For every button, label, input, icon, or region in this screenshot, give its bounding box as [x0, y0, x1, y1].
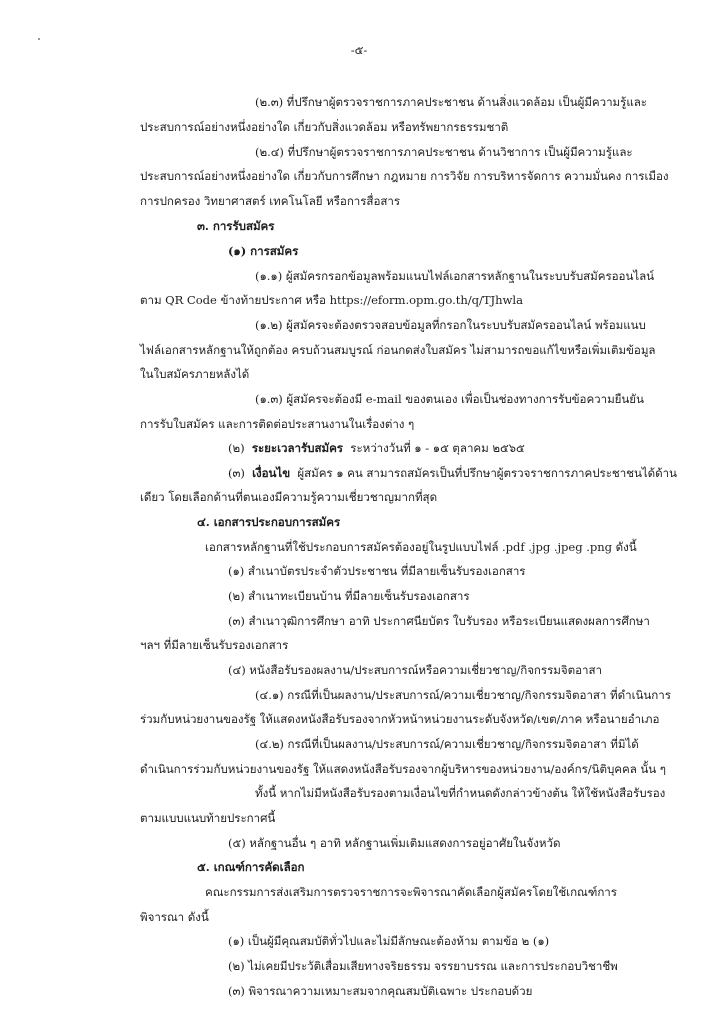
doc-item-4-1-line1: (๔.๑) กรณีที่เป็นผลงาน/ประสบการณ์/ความเชี่ยวชาญ/กิจกรรมจิตอาสา ที่ดำเนินการ: [255, 688, 671, 702]
section-3-3-text: ผู้สมัคร ๑ คน สามารถสมัครเป็นที่ปรึกษาผู้ตรวจราชการภาคประชาชนได้ด้าน: [297, 466, 677, 480]
section-3-3-label: (๓): [228, 466, 245, 480]
section-3-2-label: (๒): [228, 441, 245, 455]
section-3-heading: ๓. การรับสมัคร: [197, 219, 275, 233]
section-5-heading: ๕. เกณฑ์การคัดเลือก: [197, 860, 305, 874]
section-4-intro: เอกสารหลักฐานที่ใช้ประกอบการสมัครต้องอยู่ในรูปแบบไฟล์ .pdf .jpg .jpeg .png ดังนี้: [205, 540, 637, 554]
item-2-4-line1: (๒.๔) ที่ปรึกษาผู้ตรวจราชการภาคประชาชน ด้านวิชาการ เป็นผู้มีความรู้และ: [255, 145, 633, 159]
section-4-heading: ๔. เอกสารประกอบการสมัคร: [197, 515, 341, 529]
section-3-3-title: เงื่อนไข: [252, 466, 291, 480]
doc-note-line1: ทั้งนี้ หากไม่มีหนังสือรับรองตามเงื่อนไขที่กำหนดดังกล่าวข้างต้น ให้ใช้หนังสือรับรอง: [255, 786, 666, 800]
section-3-2: [228, 441, 525, 456]
criteria-1: (๑) เป็นผู้มีคุณสมบัติทั่วไปและไม่มีลักษณะต้องห้าม ตามข้อ ๒ (๑): [228, 934, 550, 948]
doc-item-2: (๒) สำเนาทะเบียนบ้าน ที่มีลายเซ็นรับรองเอกสาร: [228, 589, 470, 603]
section-3-1-heading: (๑) การสมัคร: [228, 244, 299, 258]
page-number: -๕-: [350, 43, 368, 57]
doc-item-4-2-line1: (๔.๒) กรณีที่เป็นผลงาน/ประสบการณ์/ความเชี่ยวชาญ/กิจกรรมจิตอาสา ที่มิได้: [255, 737, 639, 751]
doc-item-3-line2: ฯลฯ ที่มีลายเซ็นรับรองเอกสาร: [140, 638, 289, 652]
item-2-4-line2: ประสบการณ์อย่างหนึ่งอย่างใด เกี่ยวกับการศึกษา กฎหมาย การวิจัย การบริหารจัดการ ความมั่นคง การเมือง: [140, 169, 669, 183]
section-3-2-title: ระยะเวลารับสมัคร: [251, 441, 343, 455]
criteria-3: (๓) พิจารณาความเหมาะสมจากคุณสมบัติเฉพาะ ประกอบด้วย: [228, 984, 533, 998]
section-3-2-text: ระหว่างวันที่ ๑ - ๑๕ ตุลาคม ๒๕๖๕: [350, 441, 525, 455]
item-1-3-line2: การรับใบสมัคร และการติดต่อประสานงานในเรื่องต่าง ๆ: [140, 417, 415, 431]
doc-item-1: (๑) สำเนาบัตรประจำตัวประชาชน ที่มีลายเซ็นรับรองเอกสาร: [228, 564, 526, 578]
criteria-2: (๒) ไม่เคยมีประวัติเสื่อมเสียทางจริยธรรม จรรยาบรรณ และการประกอบวิชาชีพ: [228, 959, 618, 973]
item-2-4-line3: การปกครอง วิทยาศาสตร์ เทคโนโลยี หรือการสื่อสาร: [140, 194, 401, 208]
item-1-1-line2: ตาม QR Code ข้างท้ายประกาศ หรือ https://eform.opm.go.th/q/TJhwla: [140, 293, 523, 307]
doc-note-line2: ตามแบบแนบท้ายประกาศนี้: [140, 811, 276, 825]
section-5-intro-line2: พิจารณา ดังนี้: [140, 910, 209, 924]
item-1-2-line2: ไฟล์เอกสารหลักฐานให้ถูกต้อง ครบถ้วนสมบูรณ์ ก่อนกดส่งใบสมัคร ไม่สามารถขอแก้ไขหรือเพิ่มเติมข้อมูล: [140, 343, 656, 357]
item-2-3-line1: (๒.๓) ที่ปรึกษาผู้ตรวจราชการภาคประชาชน ด้านสิ่งแวดล้อม เป็นผู้มีความรู้และ: [255, 95, 647, 109]
section-3-3-line2: เดียว โดยเลือกด้านที่ตนเองมีความรู้ความเชี่ยวชาญมากที่สุด: [140, 490, 438, 504]
section-3-3: [228, 466, 677, 481]
item-1-2-line1: (๑.๒) ผู้สมัครจะต้องตรวจสอบข้อมูลที่กรอกในระบบรับสมัครออนไลน์ พร้อมแนบ: [255, 318, 646, 332]
doc-item-4-1-line2: ร่วมกับหน่วยงานของรัฐ ให้แสดงหนังสือรับรองจากหัวหน้าหน่วยงานระดับจังหวัด/เขต/ภาค หรือนายอำเภอ: [140, 712, 660, 726]
scan-speck: [38, 38, 40, 40]
item-1-1-line1: (๑.๑) ผู้สมัครกรอกข้อมูลพร้อมแนบไฟล์เอกสารหลักฐานในระบบรับสมัครออนไลน์: [255, 269, 655, 283]
item-2-3-line2: ประสบการณ์อย่างหนึ่งอย่างใด เกี่ยวกับสิ่งแวดล้อม หรือทรัพยากรธรรมชาติ: [140, 120, 509, 134]
section-5-intro-line1: คณะกรรมการส่งเสริมการตรวจราชการจะพิจารณาคัดเลือกผู้สมัครโดยใช้เกณฑ์การ: [205, 885, 617, 899]
item-1-2-line3: ในใบสมัครภายหลังได้: [140, 367, 250, 381]
doc-item-4: (๔) หนังสือรับรองผลงาน/ประสบการณ์หรือความเชี่ยวชาญ/กิจกรรมจิตอาสา: [228, 663, 602, 677]
doc-item-3-line1: (๓) สำเนาวุฒิการศึกษา อาทิ ประกาศนียบัตร ใบรับรอง หรือระเบียนแสดงผลการศึกษา: [228, 614, 650, 628]
doc-item-4-2-line2: ดำเนินการร่วมกับหน่วยงานของรัฐ ให้แสดงหนังสือรับรองจากผู้บริหารของหน่วยงาน/องค์กร/นิติบุคคล นั้น ๆ: [140, 762, 666, 776]
doc-item-5: (๕) หลักฐานอื่น ๆ อาทิ หลักฐานเพิ่มเติมแสดงการอยู่อาศัยในจังหวัด: [228, 836, 561, 850]
item-1-3-line1: (๑.๓) ผู้สมัครจะต้องมี e-mail ของตนเอง เพื่อเป็นช่องทางการรับข้อความยืนยัน: [255, 392, 644, 406]
